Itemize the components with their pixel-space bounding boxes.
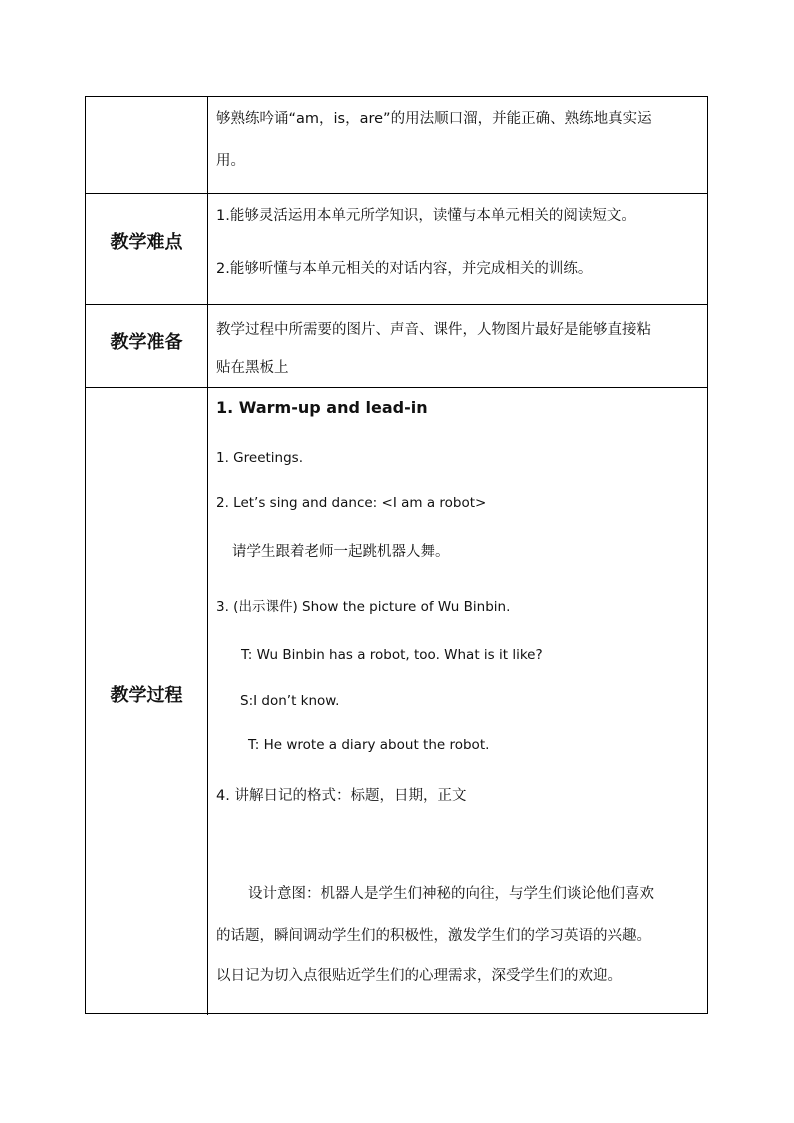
design-intent-line: 的话题，瞬间调动学生们的积极性，激发学生们的学习英语的兴趣。	[216, 928, 651, 944]
content-line: 够熟练吟诵“am，is，are”的用法顺口溜，并能正确、熟练地真实运	[216, 111, 652, 127]
content-line: 1.能够灵活运用本单元所学知识，读懂与本单元相关的阅读短文。	[216, 208, 636, 224]
table-row-objectives-continued	[86, 97, 707, 194]
content-line: 2.能够听懂与本单元相关的对话内容，并完成相关的训练。	[216, 261, 593, 277]
row-label-preparation: 教学准备	[110, 332, 183, 353]
lesson-plan-table	[85, 96, 708, 1014]
dialogue-line: T: Wu Binbin has a robot, too. What is it like?	[241, 647, 543, 663]
table-row-process	[86, 388, 707, 1015]
content-line: 教学过程中所需要的图片、声音、课件，人物图片最好是能够直接粘	[216, 322, 651, 338]
row-content-cell	[208, 305, 707, 387]
table-row-preparation	[86, 305, 707, 388]
row-label-cell	[86, 388, 208, 1015]
content-line: 3. (出示课件) Show the picture of Wu Binbin.	[216, 599, 511, 615]
content-line: 请学生跟着老师一起跳机器人舞。	[232, 544, 450, 560]
content-line: 4. 讲解日记的格式：标题，日期，正文	[216, 788, 467, 804]
row-label-difficulties: 教学难点	[110, 232, 183, 253]
content-line: 用。	[216, 153, 245, 169]
design-intent-line: 设计意图：机器人是学生们神秘的向往，与学生们谈论他们喜欢	[248, 886, 654, 902]
row-content-cell	[208, 194, 707, 304]
dialogue-line: S:I don’t know.	[240, 693, 340, 709]
section-heading: 1. Warm-up and lead-in	[216, 398, 428, 417]
content-line: 贴在黑板上	[216, 360, 289, 376]
dialogue-line: T: He wrote a diary about the robot.	[248, 737, 490, 753]
design-intent-line: 以日记为切入点很贴近学生们的心理需求，深受学生们的欢迎。	[216, 968, 622, 984]
row-label-process: 教学过程	[110, 685, 183, 706]
row-label-cell	[86, 305, 208, 387]
table-row-difficulties	[86, 194, 707, 305]
row-content-cell	[208, 388, 707, 1015]
row-label-cell	[86, 97, 208, 193]
content-line: 2. Let’s sing and dance: <I am a robot>	[216, 495, 487, 511]
content-line: 1. Greetings.	[216, 450, 303, 466]
row-content-cell	[208, 97, 707, 193]
row-label-cell	[86, 194, 208, 304]
